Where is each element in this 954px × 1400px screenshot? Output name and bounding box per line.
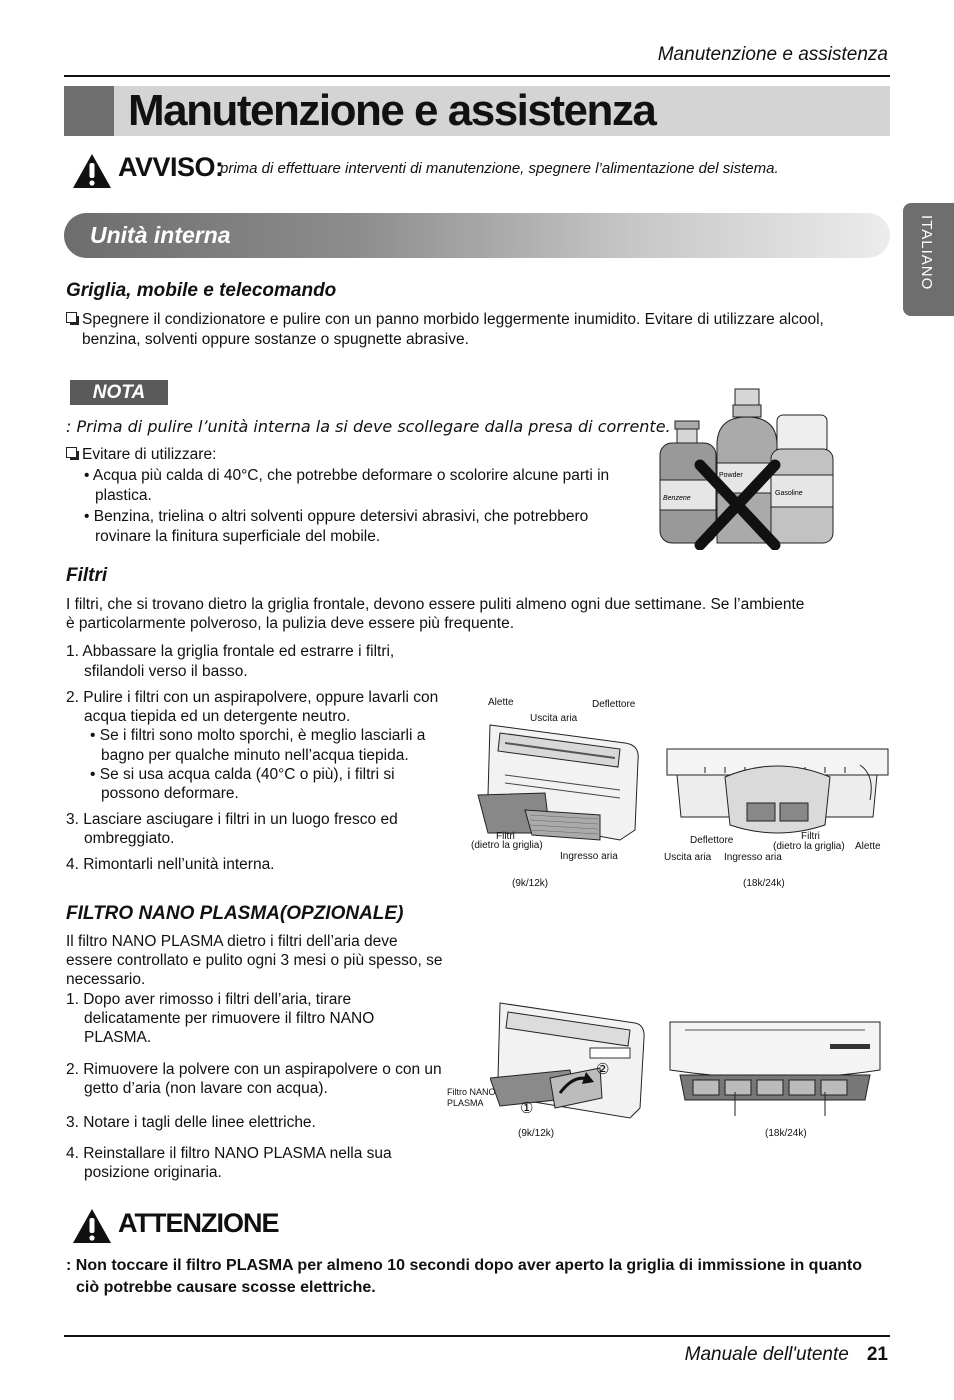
language-tab	[903, 203, 954, 316]
fig1-alette-label: Alette	[488, 697, 514, 708]
filtri-step2b: acqua tiepida ed un detergente neutro.	[84, 708, 351, 725]
language-label: ITALIANO	[918, 215, 935, 291]
avviso-label: AVVISO:	[118, 152, 224, 182]
filtri-step1a: 1. Abbassare la griglia frontale ed estrarre i filtri,	[66, 643, 395, 660]
nano-p2: essere controllato e pulito ogni 3 mesi o più spesso, se	[66, 952, 443, 969]
attenzione-line1: : Non toccare il filtro PLASMA per almeno 10 secondi dopo aver aperto la griglia di immissione in quanto	[66, 1257, 862, 1274]
nano-step1c: PLASMA.	[84, 1029, 152, 1046]
fig1-r-deflettore-label: Deflettore	[690, 835, 734, 846]
nano-step-marker-1: ①	[520, 1100, 534, 1117]
section-bar	[64, 213, 890, 258]
nano-18k-illustration	[665, 1020, 885, 1120]
nano-heading: FILTRO NANO PLASMA(OPZIONALE)	[66, 903, 404, 924]
title-square	[64, 86, 114, 136]
unit-9k-illustration	[470, 715, 650, 850]
filtri-step2c: • Se i filtri sono molto sporchi, è meglio lasciarli a	[90, 727, 426, 744]
footer-rule	[64, 1335, 890, 1337]
nano-p1: Il filtro NANO PLASMA dietro i filtri dell’aria deve	[66, 933, 398, 950]
nano-step1b: delicatamente per rimuovere il filtro NANO	[84, 1010, 375, 1027]
filtri-intro1: I filtri, che si trovano dietro la griglia frontale, devono essere puliti almeno ogni due settimane. Se l’ambiente	[66, 596, 805, 613]
gasoline-label: Gasoline	[775, 490, 803, 497]
nano-step1a: 1. Dopo aver rimosso i filtri dell’aria, tirare	[66, 991, 352, 1008]
filtri-step3a: 3. Lasciare asciugare i filtri in un luogo fresco ed	[66, 811, 398, 828]
fig1-r-ingresso-label: Ingresso aria	[724, 852, 782, 863]
page-title: Manutenzione e assistenza	[128, 86, 656, 135]
nano-step2a: 2. Rimuovere la polvere con un aspirapolvere o con un	[66, 1061, 442, 1078]
fig1-deflettore-label: Deflettore	[592, 699, 636, 710]
fig1-uscita-label: Uscita aria	[530, 713, 578, 724]
attenzione-line2: ciò potrebbe causare scosse elettriche.	[76, 1279, 376, 1296]
header-rule	[64, 75, 890, 77]
unit-18k-illustration	[665, 745, 890, 840]
filtri-step3b: ombreggiato.	[84, 830, 175, 847]
nota-bullet2b: rovinare la finitura superficiale del mobile.	[95, 528, 381, 545]
warning-icon	[72, 153, 112, 189]
nano-step-marker-2: ②	[596, 1061, 610, 1078]
griglia-heading: Griglia, mobile e telecomando	[66, 280, 337, 301]
filtri-step2a: 2. Pulire i filtri con un aspirapolvere, oppure lavarli con	[66, 689, 439, 706]
running-header: Manutenzione e assistenza	[657, 44, 888, 65]
fig1-r-alette-label: Alette	[855, 841, 881, 852]
filtri-step1b: sfilandoli verso il basso.	[84, 663, 248, 680]
nota-evitare: Evitare di utilizzare:	[66, 445, 216, 465]
fig2-caption-left: (9k/12k)	[518, 1128, 555, 1139]
fig1-caption-left: (9k/12k)	[512, 878, 549, 889]
page-number: 21	[866, 1344, 888, 1365]
nano-step4b: posizione originaria.	[84, 1164, 222, 1181]
nano-step2b: getto d’aria (non lavare con acqua).	[84, 1080, 328, 1097]
fig1-dietro-label: (dietro la griglia)	[471, 840, 543, 851]
nano-filter-label2: PLASMA	[447, 1098, 484, 1108]
nota-bullet1a: • Acqua più calda di 40°C, che potrebbe deformare o scolorire alcune parti in	[84, 467, 610, 484]
fig1-filtri-label: Filtri	[496, 831, 515, 842]
griglia-line1: Spegnere il condizionatore e pulire con un panno morbido leggermente inumidito. Evitare di utilizzare alcool,	[66, 310, 824, 330]
benzene-label: Benzene	[663, 495, 691, 502]
filtri-step2f: possono deformare.	[101, 785, 239, 802]
fig1-caption-right: (18k/24k)	[743, 878, 785, 889]
attenzione-label: ATTENZIONE	[118, 1208, 279, 1238]
nano-p3: necessario.	[66, 971, 146, 988]
filtri-intro2: è particolarmente polveroso, la pulizia deve essere più frequente.	[66, 615, 515, 632]
section-title: Unità interna	[90, 222, 231, 248]
nano-filter-label1: Filtro NANO	[447, 1087, 496, 1097]
nota-text: : Prima di pulire l’unità interna la si deve scollegare dalla presa di corrente.	[66, 417, 671, 436]
filtri-heading: Filtri	[66, 565, 108, 586]
nota-bullet1b: plastica.	[95, 487, 152, 504]
title-bar	[64, 86, 890, 136]
nota-badge: NOTA	[70, 380, 168, 405]
filtri-step2e: • Se si usa acqua calda (40°C o più), i filtri si	[90, 766, 395, 783]
fig1-r-dietro-label: (dietro la griglia)	[773, 841, 845, 852]
fig1-r-uscita-label: Uscita aria	[664, 852, 712, 863]
griglia-line2: benzina, solventi oppure sostanze o spugnette abrasive.	[82, 331, 469, 348]
footer-manual: Manuale dell'utente	[684, 1344, 849, 1365]
fig1-ingresso-label: Ingresso aria	[560, 851, 618, 862]
bottles-illustration	[655, 385, 835, 550]
nano-step3: 3. Notare i tagli delle linee elettriche.	[66, 1114, 316, 1131]
fig1-r-filtri-label: Filtri	[801, 831, 820, 842]
checkbox-bullet-icon	[66, 312, 77, 323]
avviso-text: prima di effettuare interventi di manutenzione, spegnere l’alimentazione del sistema.	[220, 160, 779, 177]
filtri-step4: 4. Rimontarli nell’unità interna.	[66, 856, 275, 873]
filtri-step2d: bagno per qualche minuto nell’acqua tiepida.	[101, 747, 409, 764]
checkbox-bullet-icon	[66, 447, 77, 458]
powder-label: Powder	[719, 472, 743, 479]
footer	[685, 1344, 888, 1366]
caution-icon	[72, 1208, 112, 1244]
nota-bullet2a: • Benzina, trielina o altri solventi oppure detersivi abrasivi, che potrebbero	[84, 508, 589, 525]
nano-step4a: 4. Reinstallare il filtro NANO PLASMA nella sua	[66, 1145, 392, 1162]
fig2-caption-right: (18k/24k)	[765, 1128, 807, 1139]
nano-9k-illustration	[490, 998, 650, 1128]
